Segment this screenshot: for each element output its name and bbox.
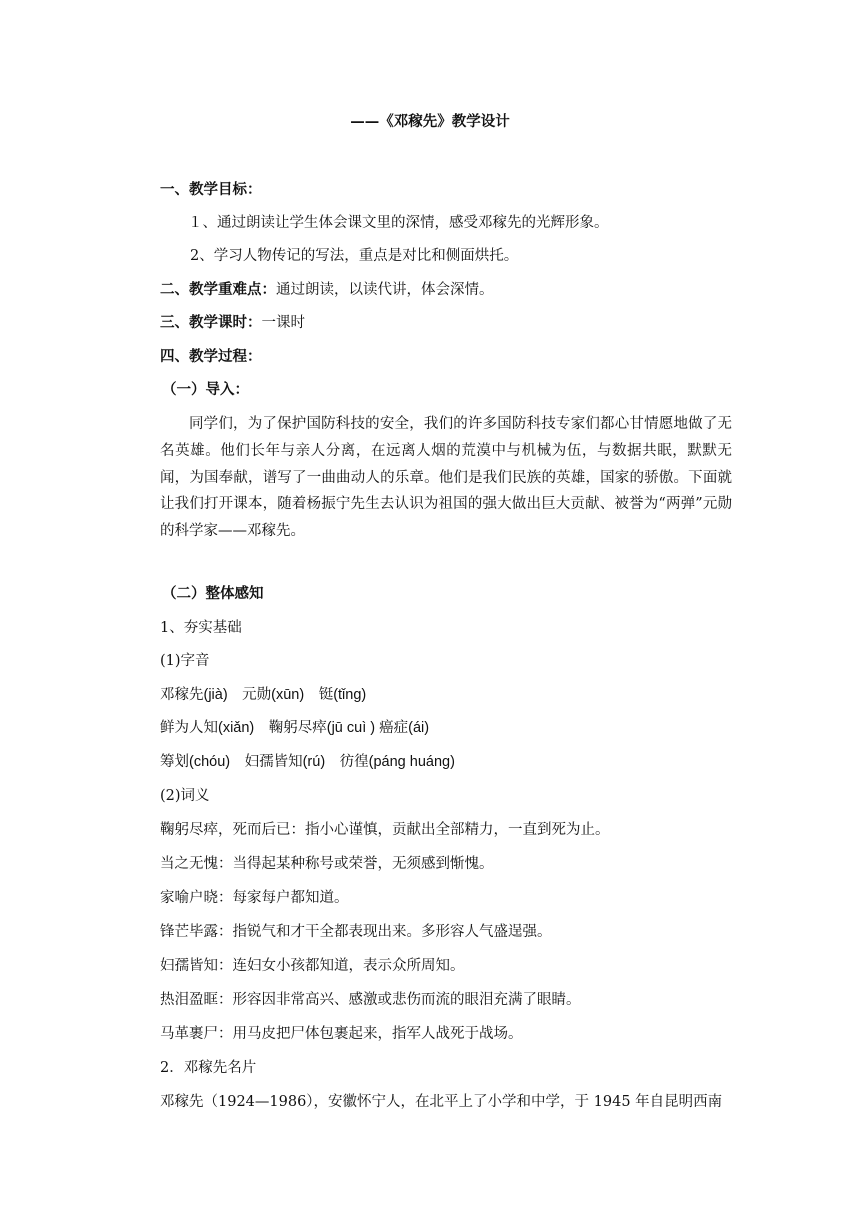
meaning-item: 鞠躬尽瘁，死而后已：指小心谨慎，贡献出全部精力，一直到死为止。 (160, 822, 610, 838)
pronunciation-line-3: 筹划(chóu) 妇孺皆知(rú) 彷徨(pánɡ huánɡ) (160, 754, 455, 770)
goal-item-2: 2、学习人物传记的写法，重点是对比和侧面烘托。 (190, 248, 519, 264)
card-text: 邓稼先（1924—1986），安徽怀宁人，在北平上了小学和中学，于 1945 年自昆明西南 (160, 1094, 723, 1110)
pronunciation-line-2: 鲜为人知(xiǎn) 鞠躬尽瘁(jū cuì ) 癌症(ái) (160, 720, 430, 736)
process-heading: 四、教学过程： (160, 348, 262, 365)
pronunciation-heading: (1)字音 (160, 653, 210, 669)
goal-item-1: １、通过朗读让学生体会课文里的深情，感受邓稼先的光辉形象。 (188, 215, 609, 231)
meaning-item: 热泪盈眶：形容因非常高兴、感激或悲伤而流的眼泪充满了眼睛。 (160, 992, 581, 1008)
card-heading: 2．邓稼先名片 (160, 1060, 257, 1076)
meaning-item: 妇孺皆知：连妇女小孩都知道，表示众所周知。 (160, 958, 465, 974)
difficulty-row (160, 280, 740, 300)
meaning-item: 马革裹尸：用马皮把尸体包裹起来，指军人战死于战场。 (160, 1026, 523, 1042)
difficulty-text: 通过朗读，以读代讲，体会深情。 (276, 282, 494, 298)
document-title: ——《邓稼先》教学设计 (350, 113, 510, 130)
pronunciation-line-1: 邓稼先(jià) 元勋(xūn) 铤(tǐnɡ) (160, 687, 367, 703)
hours-text: 一课时 (261, 315, 305, 331)
foundation-heading: 1、夯实基础 (160, 620, 242, 636)
hours-row (160, 313, 740, 333)
meaning-item: 家喻户晓：每家每户都知道。 (160, 890, 349, 906)
difficulty-label: 二、教学重难点： (160, 281, 276, 298)
meaning-item: 锋芒毕露：指锐气和才干全都表现出来。多形容人气盛逞强。 (160, 924, 552, 940)
meaning-heading: (2)词义 (160, 788, 210, 804)
intro-paragraph: 同学们，为了保护国防科技的安全，我们的许多国防科技专家们都心甘情愿地做了无名英雄。他们长年与亲人分离，在远离人烟的荒漠中与机械为伍，与数据共眠，默默无闻，为国奉献，谱写了一曲曲动人的乐章。他们是我们民族的英雄，国家的骄傲。下面就让我们打开课本，随着杨振宁先生去认识为祖国的强大做出巨大贡献、被誉为“两弹”元勋的科学家——邓稼先。 (160, 416, 732, 540)
intro-heading: （一）导入： (162, 381, 249, 398)
goals-heading: 一、教学目标： (160, 181, 262, 198)
meaning-item: 当之无愧：当得起某种称号或荣誉，无须感到惭愧。 (160, 856, 494, 872)
hours-label: 三、教学课时： (160, 314, 262, 331)
perception-heading: （二）整体感知 (162, 585, 264, 602)
